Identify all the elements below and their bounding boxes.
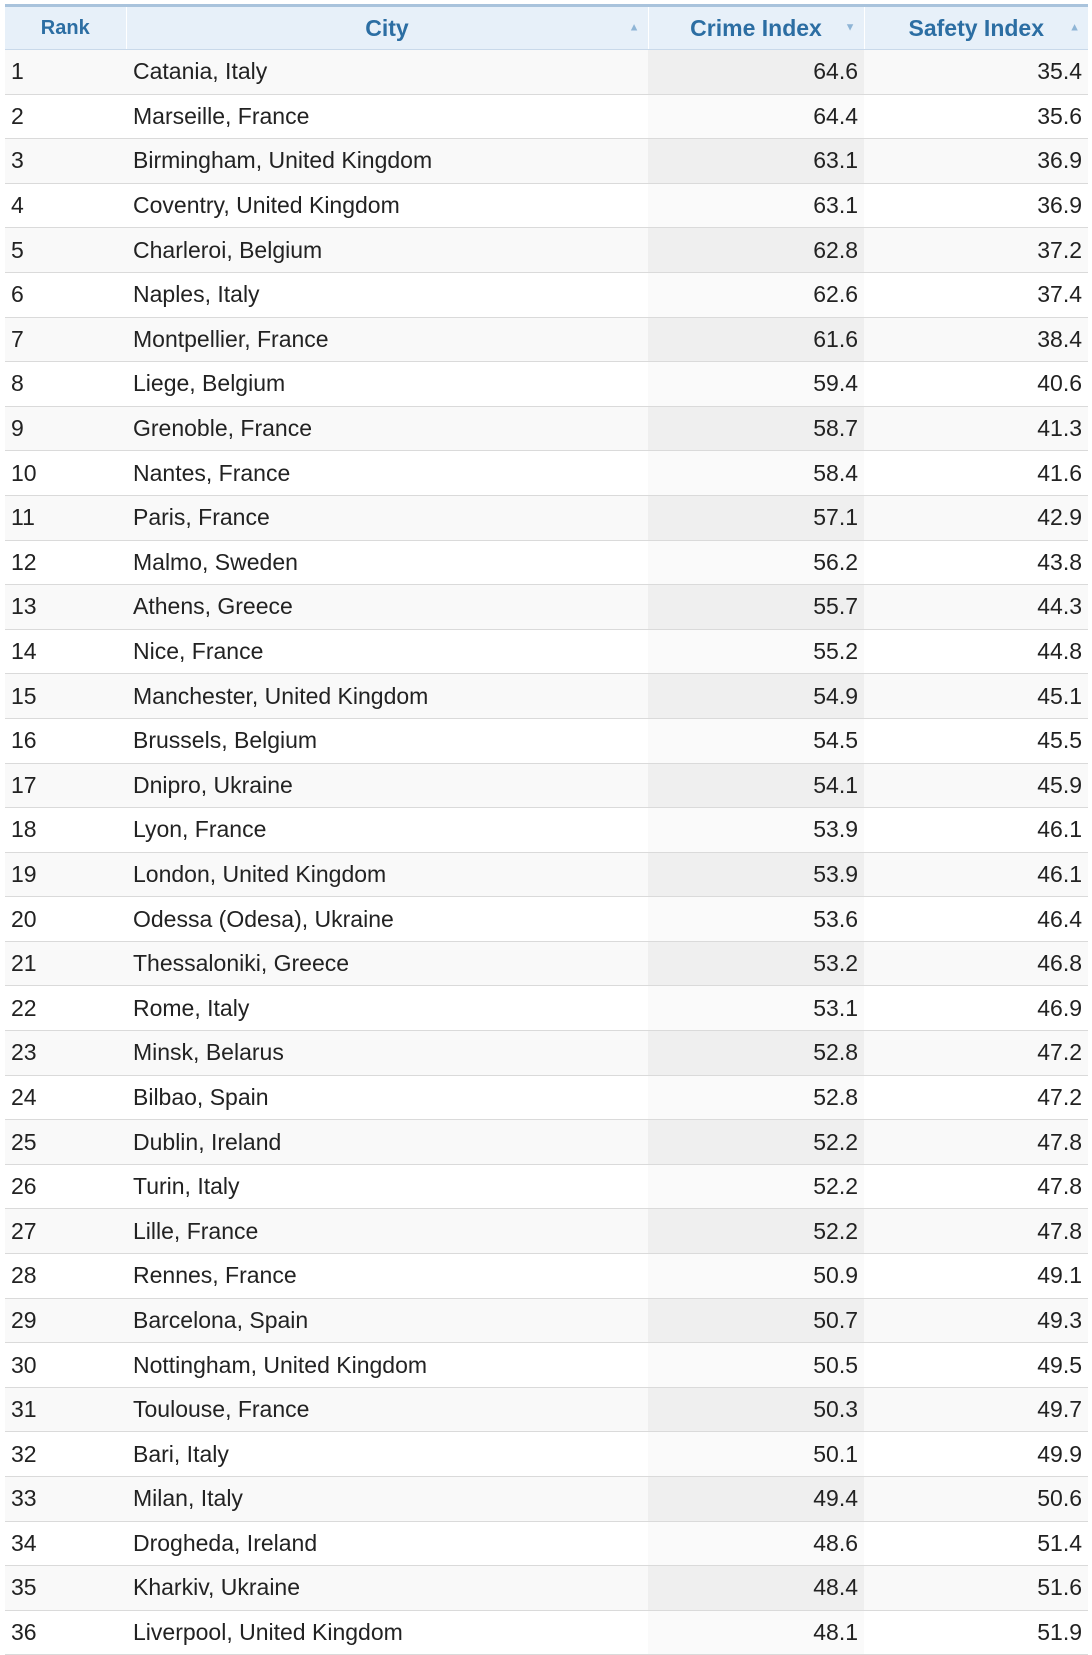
rank-cell: 21 — [5, 941, 126, 986]
crime-index-cell: 62.8 — [648, 228, 864, 273]
city-cell: Barcelona, Spain — [126, 1298, 648, 1343]
crime-index-cell: 52.2 — [648, 1120, 864, 1165]
table-row — [5, 674, 1088, 719]
crime-index-cell: 52.8 — [648, 1031, 864, 1076]
safety-index-cell: 49.5 — [864, 1343, 1088, 1388]
table-row — [5, 629, 1088, 674]
sort-descending-icon: ▼ — [844, 21, 856, 34]
crime-index-cell: 50.5 — [648, 1343, 864, 1388]
city-crime-table-container — [5, 4, 1088, 1655]
rank-cell: 32 — [5, 1432, 126, 1477]
crime-index-cell: 48.4 — [648, 1566, 864, 1611]
table-row — [5, 1387, 1088, 1432]
rank-cell: 18 — [5, 808, 126, 853]
table-row — [5, 1610, 1088, 1655]
rank-cell: 6 — [5, 272, 126, 317]
table-row — [5, 1298, 1088, 1343]
safety-index-cell: 46.1 — [864, 852, 1088, 897]
city-cell: Rennes, France — [126, 1254, 648, 1299]
table-row — [5, 852, 1088, 897]
city-cell: Montpellier, France — [126, 317, 648, 362]
safety-index-cell: 45.1 — [864, 674, 1088, 719]
rank-cell: 19 — [5, 852, 126, 897]
table-header — [5, 7, 1088, 50]
safety-index-cell: 44.3 — [864, 585, 1088, 630]
city-cell: Manchester, United Kingdom — [126, 674, 648, 719]
safety-index-cell: 38.4 — [864, 317, 1088, 362]
rank-cell: 3 — [5, 139, 126, 184]
city-cell: Rome, Italy — [126, 986, 648, 1031]
rank-cell: 35 — [5, 1566, 126, 1611]
table-row — [5, 183, 1088, 228]
city-cell: Nice, France — [126, 629, 648, 674]
crime-index-cell: 63.1 — [648, 183, 864, 228]
rank-cell: 2 — [5, 94, 126, 139]
city-cell: Catania, Italy — [126, 50, 648, 95]
city-cell: Dnipro, Ukraine — [126, 763, 648, 808]
rank-cell: 29 — [5, 1298, 126, 1343]
table-row — [5, 1031, 1088, 1076]
city-cell: Bilbao, Spain — [126, 1075, 648, 1120]
crime-index-cell: 48.6 — [648, 1521, 864, 1566]
city-cell: Marseille, France — [126, 94, 648, 139]
safety-index-cell: 45.9 — [864, 763, 1088, 808]
rank-cell: 30 — [5, 1343, 126, 1388]
table-row — [5, 1477, 1088, 1522]
crime-index-cell: 48.1 — [648, 1610, 864, 1655]
city-cell: Minsk, Belarus — [126, 1031, 648, 1076]
table-row — [5, 1209, 1088, 1254]
crime-index-cell: 58.7 — [648, 406, 864, 451]
table-row — [5, 718, 1088, 763]
city-cell: Naples, Italy — [126, 272, 648, 317]
safety-index-cell: 47.8 — [864, 1164, 1088, 1209]
table-row — [5, 272, 1088, 317]
city-cell: Thessaloniki, Greece — [126, 941, 648, 986]
crime-index-cell: 61.6 — [648, 317, 864, 362]
city-cell: Liege, Belgium — [126, 362, 648, 407]
city-cell: Grenoble, France — [126, 406, 648, 451]
rank-cell: 33 — [5, 1477, 126, 1522]
safety-index-cell: 49.3 — [864, 1298, 1088, 1343]
safety-index-cell: 43.8 — [864, 540, 1088, 585]
city-cell: Lyon, France — [126, 808, 648, 853]
rank-cell: 7 — [5, 317, 126, 362]
table-row — [5, 540, 1088, 585]
crime-index-cell: 64.4 — [648, 94, 864, 139]
safety-index-cell: 49.9 — [864, 1432, 1088, 1477]
table-row — [5, 897, 1088, 942]
rank-cell: 17 — [5, 763, 126, 808]
safety-index-cell: 45.5 — [864, 718, 1088, 763]
city-crime-table — [5, 7, 1088, 1655]
table-row — [5, 1566, 1088, 1611]
table-row — [5, 228, 1088, 273]
city-cell: Brussels, Belgium — [126, 718, 648, 763]
table-row — [5, 94, 1088, 139]
safety-index-cell: 46.9 — [864, 986, 1088, 1031]
crime-index-cell: 53.9 — [648, 852, 864, 897]
city-cell: Dublin, Ireland — [126, 1120, 648, 1165]
city-cell: Nottingham, United Kingdom — [126, 1343, 648, 1388]
safety-index-cell: 47.8 — [864, 1120, 1088, 1165]
safety-index-cell: 37.2 — [864, 228, 1088, 273]
safety-index-cell: 51.9 — [864, 1610, 1088, 1655]
city-cell: Toulouse, France — [126, 1387, 648, 1432]
rank-cell: 12 — [5, 540, 126, 585]
safety-index-cell: 46.1 — [864, 808, 1088, 853]
safety-index-cell: 47.8 — [864, 1209, 1088, 1254]
crime-index-cell: 52.2 — [648, 1164, 864, 1209]
table-row — [5, 1521, 1088, 1566]
city-cell: Liverpool, United Kingdom — [126, 1610, 648, 1655]
crime-index-cell: 50.7 — [648, 1298, 864, 1343]
safety-index-cell: 42.9 — [864, 495, 1088, 540]
safety-index-cell: 46.8 — [864, 941, 1088, 986]
crime-index-cell: 52.2 — [648, 1209, 864, 1254]
safety-index-cell: 41.6 — [864, 451, 1088, 496]
table-row — [5, 1343, 1088, 1388]
column-header-crime-index-label: Crime Index — [690, 14, 822, 41]
column-header-city[interactable] — [126, 7, 648, 50]
city-cell: Milan, Italy — [126, 1477, 648, 1522]
rank-cell: 8 — [5, 362, 126, 407]
table-row — [5, 808, 1088, 853]
safety-index-cell: 35.6 — [864, 94, 1088, 139]
crime-index-cell: 64.6 — [648, 50, 864, 95]
safety-index-cell: 47.2 — [864, 1031, 1088, 1076]
column-header-safety-index[interactable] — [864, 7, 1088, 50]
safety-index-cell: 36.9 — [864, 183, 1088, 228]
rank-cell: 23 — [5, 1031, 126, 1076]
crime-index-cell: 58.4 — [648, 451, 864, 496]
crime-index-cell: 53.2 — [648, 941, 864, 986]
rank-cell: 20 — [5, 897, 126, 942]
city-cell: Lille, France — [126, 1209, 648, 1254]
crime-index-cell: 59.4 — [648, 362, 864, 407]
table-row — [5, 317, 1088, 362]
city-cell: Nantes, France — [126, 451, 648, 496]
rank-cell: 5 — [5, 228, 126, 273]
crime-index-cell: 50.9 — [648, 1254, 864, 1299]
column-header-safety-index-label: Safety Index — [908, 14, 1044, 41]
table-row — [5, 1254, 1088, 1299]
crime-index-cell: 54.1 — [648, 763, 864, 808]
city-cell: London, United Kingdom — [126, 852, 648, 897]
crime-index-cell: 62.6 — [648, 272, 864, 317]
rank-cell: 36 — [5, 1610, 126, 1655]
rank-cell: 28 — [5, 1254, 126, 1299]
city-cell: Drogheda, Ireland — [126, 1521, 648, 1566]
header-row — [5, 7, 1088, 50]
rank-cell: 16 — [5, 718, 126, 763]
crime-index-cell: 52.8 — [648, 1075, 864, 1120]
rank-cell: 24 — [5, 1075, 126, 1120]
table-row — [5, 1164, 1088, 1209]
column-header-city-label: City — [365, 14, 409, 41]
crime-index-cell: 50.1 — [648, 1432, 864, 1477]
table-row — [5, 1120, 1088, 1165]
safety-index-cell: 49.1 — [864, 1254, 1088, 1299]
rank-cell: 11 — [5, 495, 126, 540]
city-cell: Birmingham, United Kingdom — [126, 139, 648, 184]
table-row — [5, 139, 1088, 184]
city-cell: Bari, Italy — [126, 1432, 648, 1477]
city-cell: Athens, Greece — [126, 585, 648, 630]
safety-index-cell: 51.4 — [864, 1521, 1088, 1566]
safety-index-cell: 47.2 — [864, 1075, 1088, 1120]
table-row — [5, 986, 1088, 1031]
table-row — [5, 941, 1088, 986]
rank-cell: 26 — [5, 1164, 126, 1209]
rank-cell: 14 — [5, 629, 126, 674]
rank-cell: 31 — [5, 1387, 126, 1432]
table-row — [5, 451, 1088, 496]
safety-index-cell: 40.6 — [864, 362, 1088, 407]
city-cell: Turin, Italy — [126, 1164, 648, 1209]
rank-cell: 1 — [5, 50, 126, 95]
safety-index-cell: 37.4 — [864, 272, 1088, 317]
crime-index-cell: 55.2 — [648, 629, 864, 674]
table-row — [5, 406, 1088, 451]
city-cell: Charleroi, Belgium — [126, 228, 648, 273]
crime-index-cell: 54.5 — [648, 718, 864, 763]
crime-index-cell: 50.3 — [648, 1387, 864, 1432]
crime-index-cell: 49.4 — [648, 1477, 864, 1522]
rank-cell: 25 — [5, 1120, 126, 1165]
table-row — [5, 495, 1088, 540]
table-row — [5, 1432, 1088, 1477]
table-row — [5, 763, 1088, 808]
safety-index-cell: 41.3 — [864, 406, 1088, 451]
rank-cell: 27 — [5, 1209, 126, 1254]
rank-cell: 4 — [5, 183, 126, 228]
city-cell: Coventry, United Kingdom — [126, 183, 648, 228]
sort-ascending-icon: ▲ — [1069, 21, 1080, 34]
city-cell: Kharkiv, Ukraine — [126, 1566, 648, 1611]
crime-index-cell: 53.1 — [648, 986, 864, 1031]
safety-index-cell: 44.8 — [864, 629, 1088, 674]
crime-index-cell: 56.2 — [648, 540, 864, 585]
safety-index-cell: 46.4 — [864, 897, 1088, 942]
city-cell: Paris, France — [126, 495, 648, 540]
crime-index-cell: 53.6 — [648, 897, 864, 942]
table-body — [5, 50, 1088, 1655]
crime-index-cell: 63.1 — [648, 139, 864, 184]
column-header-crime-index[interactable] — [648, 7, 864, 50]
city-cell: Malmo, Sweden — [126, 540, 648, 585]
table-row — [5, 1075, 1088, 1120]
sort-ascending-icon: ▲ — [628, 21, 640, 34]
table-row — [5, 50, 1088, 95]
crime-index-cell: 54.9 — [648, 674, 864, 719]
rank-cell: 9 — [5, 406, 126, 451]
rank-cell: 22 — [5, 986, 126, 1031]
crime-index-cell: 57.1 — [648, 495, 864, 540]
table-row — [5, 585, 1088, 630]
rank-cell: 34 — [5, 1521, 126, 1566]
safety-index-cell: 49.7 — [864, 1387, 1088, 1432]
rank-cell: 10 — [5, 451, 126, 496]
crime-index-cell: 55.7 — [648, 585, 864, 630]
city-cell: Odessa (Odesa), Ukraine — [126, 897, 648, 942]
safety-index-cell: 36.9 — [864, 139, 1088, 184]
column-header-rank-label: Rank — [40, 16, 90, 39]
rank-cell: 13 — [5, 585, 126, 630]
table-row — [5, 362, 1088, 407]
safety-index-cell: 35.4 — [864, 50, 1088, 95]
safety-index-cell: 51.6 — [864, 1566, 1088, 1611]
rank-cell: 15 — [5, 674, 126, 719]
crime-index-cell: 53.9 — [648, 808, 864, 853]
safety-index-cell: 50.6 — [864, 1477, 1088, 1522]
column-header-rank[interactable] — [5, 7, 126, 50]
